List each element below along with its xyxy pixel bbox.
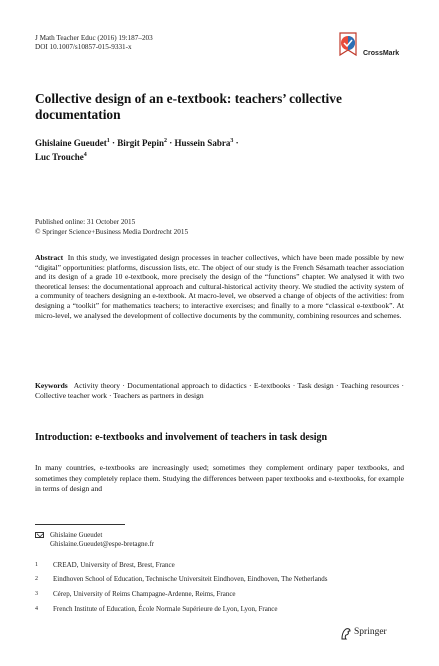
author-affiliation-mark: 3 [230, 138, 234, 144]
author-name: Hussein Sabra [174, 138, 231, 148]
crossmark-icon [336, 31, 360, 61]
keywords-label: Keywords [35, 381, 68, 390]
crossmark-badge[interactable] [336, 31, 406, 65]
author-affiliation-mark: 1 [106, 138, 110, 144]
affiliation-text: French Institute of Education, École Normale Supérieure de Lyon, Lyon, France [53, 605, 278, 613]
contact-email[interactable]: Ghislaine.Gueudet@espe-bretagne.fr [50, 540, 155, 548]
affiliation-text: Eindhoven School of Education, Technische Universiteit Eindhoven, Eindhoven, The Netherlands [53, 575, 328, 583]
journal-doi: DOI 10.1007/s10857-015-9331-x [35, 43, 132, 51]
affiliation-number: 3 [35, 591, 38, 597]
intro-paragraph: In many countries, e-textbooks are increasingly used; sometimes they complement ordinary paper textbooks, and sometimes they completely replace them. Studying the differences between paper textbooks and e-textbooks, for example in terms of design and [35, 463, 404, 494]
crossmark-label: CrossMark [363, 50, 400, 57]
author-name: Luc Trouche [35, 152, 84, 162]
footnote-divider [35, 524, 125, 525]
affiliation-number: 1 [35, 562, 38, 568]
corresponding-author [35, 531, 154, 549]
author-name: Ghislaine Gueudet [35, 138, 107, 148]
affiliation-text: Cérep, University of Reims Champagne-Ardenne, Reims, France [53, 590, 236, 598]
author-affiliation-mark: 4 [83, 152, 87, 158]
abstract-text: In this study, we investigated design processes in teacher collectives, which have been made possible by new “digital” opportunities: platforms, discussion lists, etc. The object of our study is the French Sésamath teacher association and its design of a grade 10 e-textbook, more precisely the design of the “functions” chapter. We analysed it with two theoretical lenses: the documentational approach and cultural-historical activity theory. We studied the activity system of a community of teachers designing an e-textbook. At macro-level, we observed a change of objects of the activities: from designing a “toolkit” for mathematics teachers; to interactive exercises; and finally to a more “classical e-textbook”. At micro-level, we analysed the development of collective documents by the community, combining resources and schemes. [35, 253, 404, 320]
journal-citation: J Math Teacher Educ (2016) 19:187–203 [35, 34, 153, 42]
envelope-icon [35, 532, 44, 538]
abstract [35, 253, 404, 320]
springer-logo [340, 627, 410, 641]
publisher-name: Springer [354, 627, 387, 637]
journal-info [35, 34, 153, 52]
affiliation-item [35, 575, 328, 584]
affiliation-number: 2 [35, 576, 38, 582]
author-list: Ghislaine Gueudet$^1$ · Birgit Pepin$^2$ · Hussein Sabra$^3$ · Luc Trouche$^4$ [35, 138, 239, 162]
contact-name: Ghislaine Gueudet [50, 531, 103, 539]
copyright: © Springer Science+Business Media Dordrecht 2015 [35, 227, 189, 236]
affiliation-number: 4 [35, 606, 38, 612]
publication-info [35, 218, 188, 237]
affiliation-item [35, 590, 236, 599]
author-name: Birgit Pepin [117, 138, 165, 148]
affiliation-text: CREAD, University of Brest, Brest, France [53, 561, 175, 569]
affiliation-item [35, 561, 175, 570]
keywords [35, 381, 404, 400]
springer-horse-icon [340, 627, 352, 640]
section-heading: Introduction: e-textbooks and involvement of teachers in task design [35, 432, 328, 443]
keywords-text: Activity theory · Documentational approach to didactics · E-textbooks · Task design · Teaching resources · Collective teacher work · Teachers as partners in design [35, 381, 404, 400]
author-affiliation-mark: 2 [164, 138, 168, 144]
paper-title: Collective design of an e-textbook: teachers’ collective documentation [35, 91, 342, 122]
affiliation-item [35, 605, 278, 614]
abstract-label: Abstract [35, 253, 64, 262]
published-online: Published online: 31 October 2015 [35, 218, 136, 226]
